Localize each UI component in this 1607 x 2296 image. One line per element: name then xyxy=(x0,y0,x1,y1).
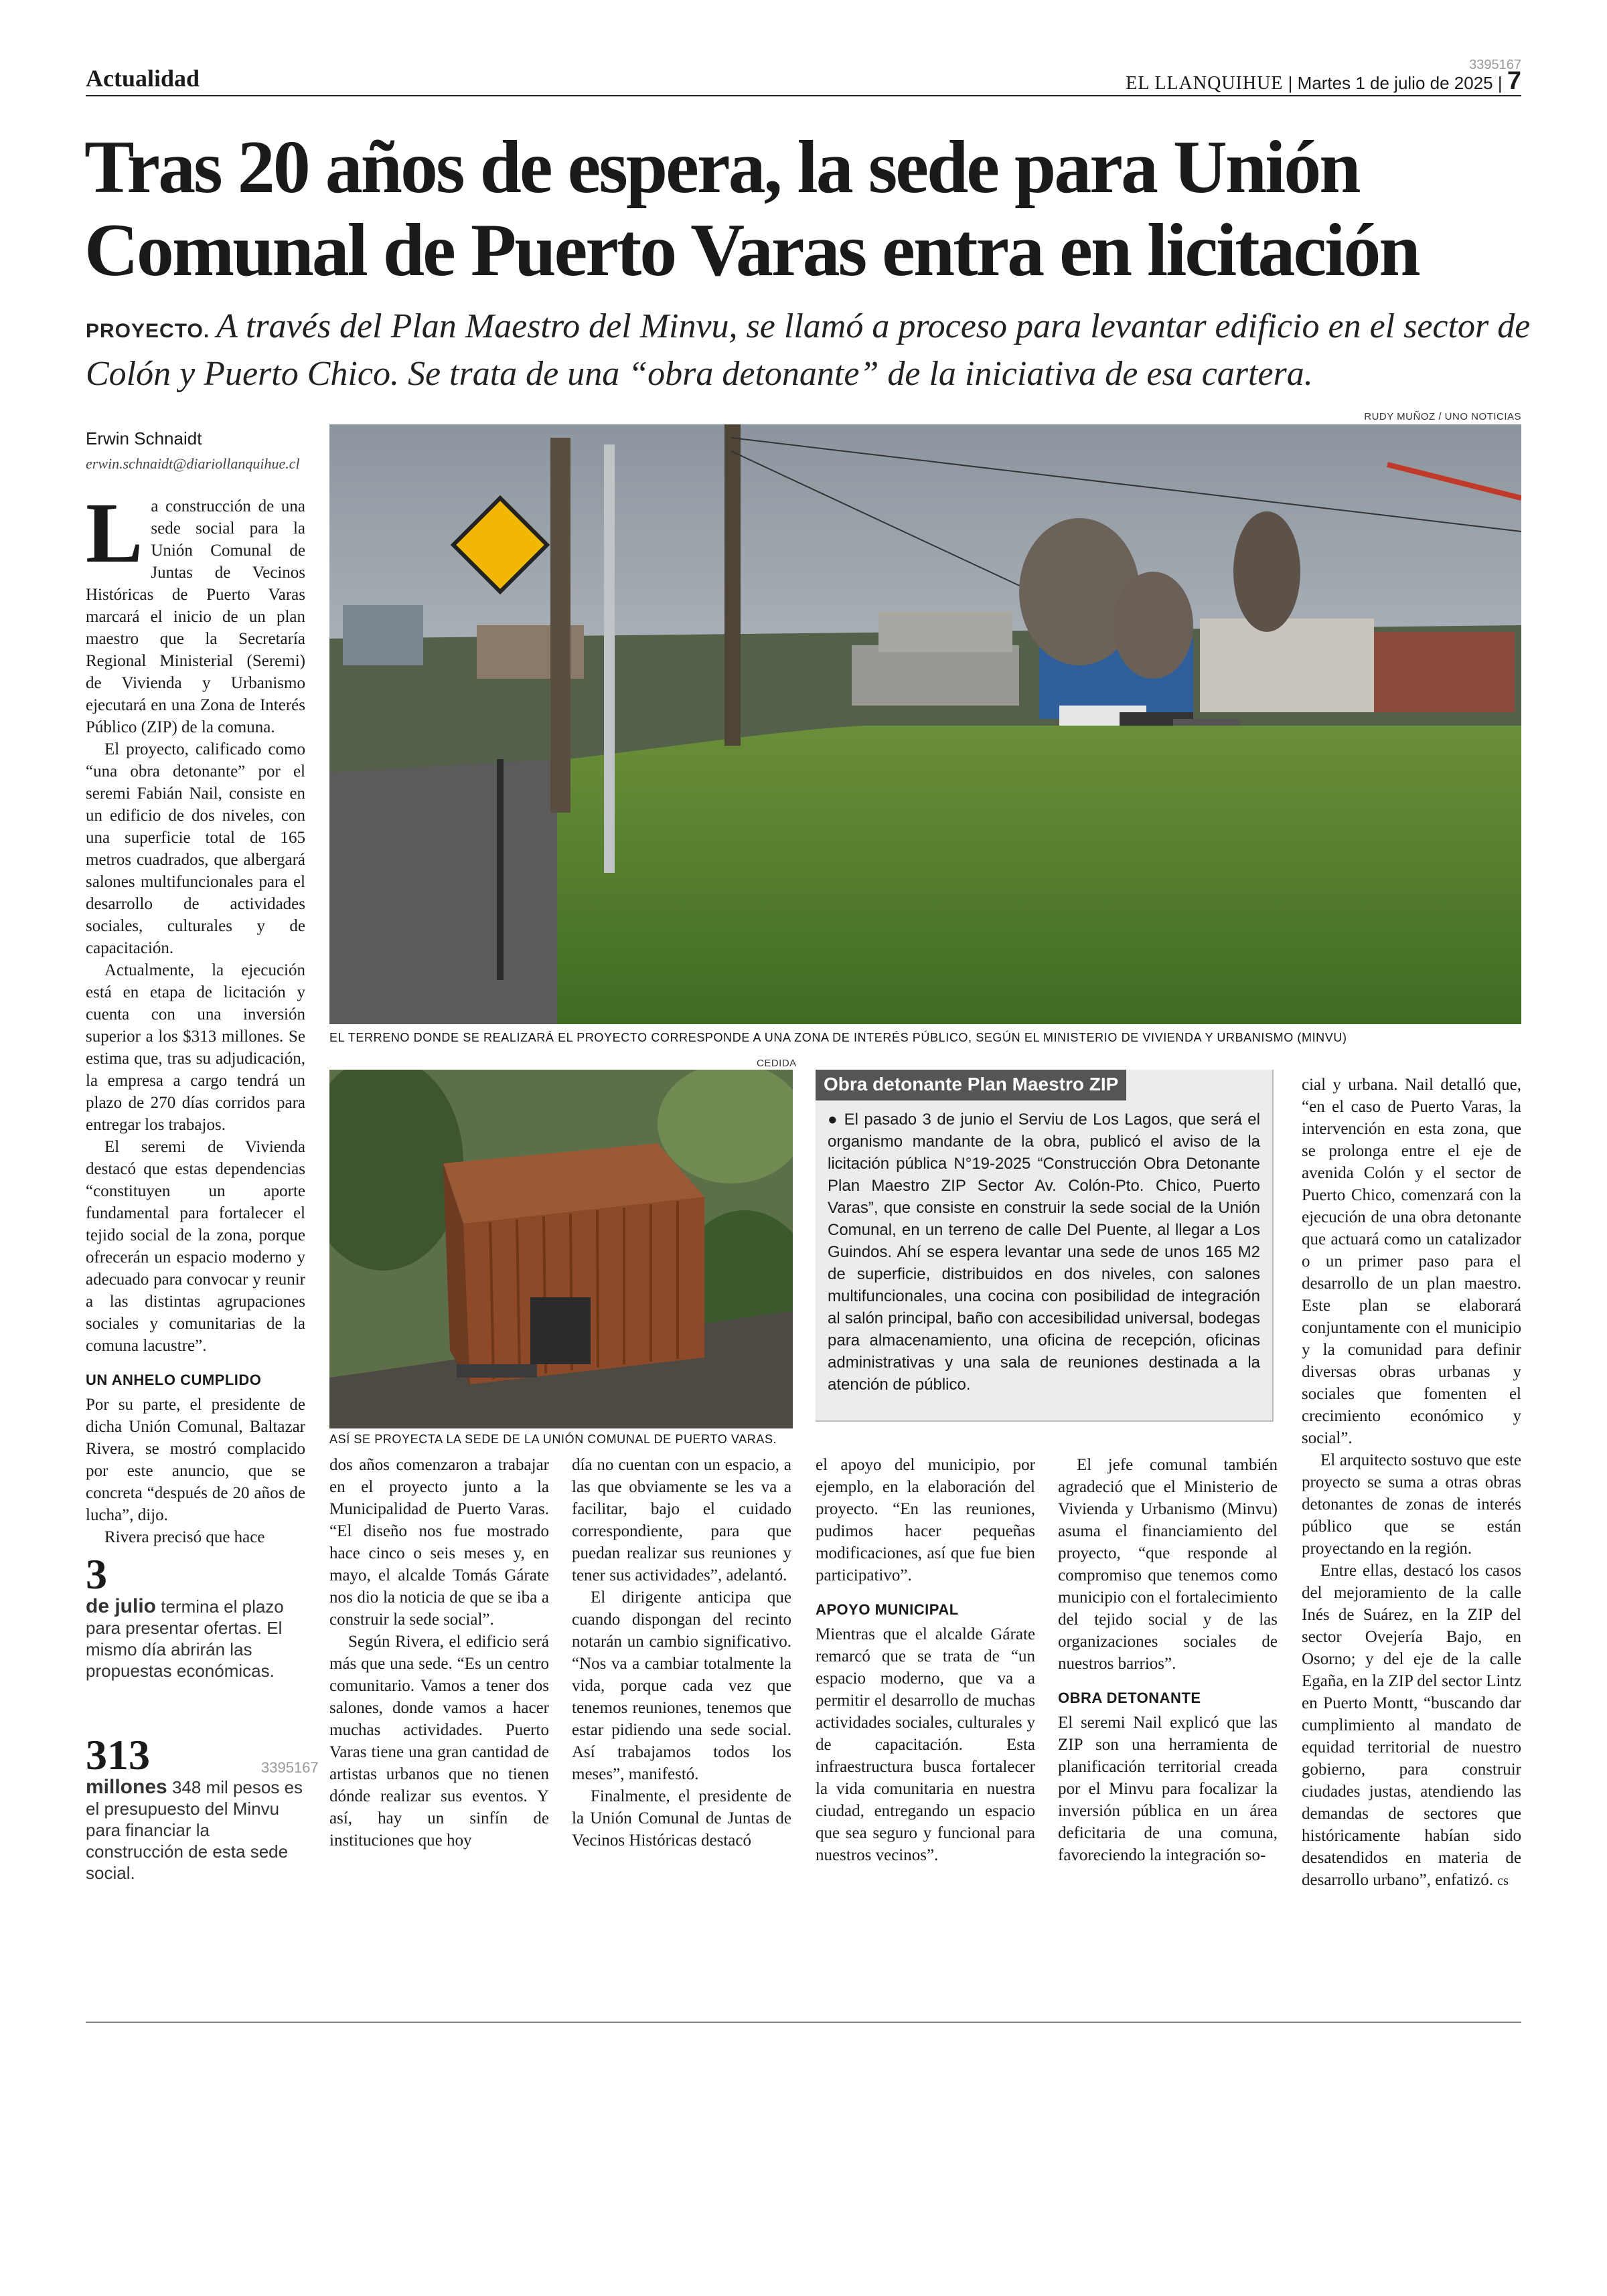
section-label: Actualidad xyxy=(86,65,200,92)
paragraph: cial y urbana. Nail detalló que, “en el caso de Puerto Varas, la intervención en esta zona, que se prolonga entre el eje de avenida Colón y el sector de Puerto Chico, comenzará con la ejecución de una obra detonante que actuará como un catalizador o un primer paso para el desarrollo de un plan maestro. Este plan se elaborará conjuntamente con el municipio y la comunidad para definir diversas obras urbanas y sociales que fomenten el crecimiento económico y social”. xyxy=(1302,1076,1521,1447)
sidebar-body: ● El pasado 3 de junio el Serviu de Los Lagos, que será el organismo mandante de la obra, publicó el aviso de la licitación pública N°19-2025 “Construcción Obra Detonante Plan Maestro ZIP Sector Av. Colón-Pto. Chico, Puerto Varas”, que consiste en construir la sede social de la Unión Comunal, en un terreno de calle Del Puente, al llegar a Los Guindos. Ahí se espera levantar una sede de unos 165 M2 de superficie, distribuidos en dos niveles, con salones multifuncionales, una cocina con posibilidad de integración al salón principal, baño con accesibilidad universal, bodegas para almacenamiento, una oficina de recepción, oficinas administrativas y una sala de reuniones destinada a la atención de público. xyxy=(828,1111,1260,1394)
photo-credit: RUDY MUÑOZ / UNO NOTICIAS xyxy=(1364,411,1521,422)
stat-unit: de julio xyxy=(86,1595,156,1617)
end-mark: cs xyxy=(1497,1874,1509,1888)
paragraph: El dirigente anticipa que cuando dispongan del recinto notarán un cambio significativo. “Nos va a cambiar totalmente la vida, porque cada vez que tenemos reuniones, tenemos que estar pidiendo una sede social. Así trabajamos todos los meses”, manifestó. xyxy=(572,1588,791,1783)
stat-unit: millones xyxy=(86,1776,167,1798)
headline: Tras 20 años de espera, la sede para Unión Comunal de Puerto Varas entra en licitación xyxy=(84,126,1419,292)
paragraph: Por su parte, el presidente de dicha Unión Comunal, Baltazar Rivera, se mostró complacido por este anuncio, que se concreta “después de 20 años de lucha”, dijo. xyxy=(86,1396,305,1524)
publication-name: EL LLANQUIHUE xyxy=(1126,73,1284,94)
masthead: EL LLANQUIHUE | Martes 1 de julio de 2025 | 7 xyxy=(1126,67,1521,95)
stat-number: 313 xyxy=(86,1731,150,1779)
main-photo-caption: EL TERRENO DONDE SE REALIZARÁ EL PROYECTO CORRESPONDE A UNA ZONA DE INTERÉS PÚBLICO, SEGÚN EL MINISTERIO DE VIVIENDA Y URBANISMO (MINVU) xyxy=(329,1031,1347,1044)
building-render-photo xyxy=(329,1070,793,1428)
dek xyxy=(86,305,1532,396)
subhead: OBRA DETONANTE xyxy=(1058,1690,1201,1706)
paragraph: día no cuentan con un espacio, a las que obviamente se les va a facilitar, bajo el cuidado correspondiente, para que puedan realizar sus reuniones y tener sus actividades”, adelantó. xyxy=(572,1456,791,1584)
paragraph: Finalmente, el presidente de la Unión Comunal de Juntas de Vecinos Históricas destacó xyxy=(572,1787,791,1850)
dek-text: A través del Plan Maestro del Minvu, se llamó a proceso para levantar edificio en el sector de Colón y Puerto Chico. Se trata de una “obra detonante” de la iniciativa de esa cartera. xyxy=(86,307,1531,393)
author-email: erwin.schnaidt@diariollanquihue.cl xyxy=(86,455,300,472)
article-column-6 xyxy=(1302,1074,1521,1892)
subhead: UN ANHELO CUMPLIDO xyxy=(86,1372,262,1388)
drop-cap: L xyxy=(86,485,143,580)
document-id-watermark: 3395167 xyxy=(261,1759,319,1776)
render-credit: CEDIDA xyxy=(757,1058,797,1069)
bullet-icon: ● xyxy=(828,1111,844,1129)
paragraph: Entre ellas, destacó los casos del mejoramiento de la calle Inés de Suárez, en la ZIP del sector Ovejería Bajo, en Osorno; y del eje de la calle Egaña, en la ZIP del sector Lintz en Puerto Montt, “buscando dar cumplimiento al mandato de equidad territorial de nuestro gobierno, para construir ciudades justas, atendiendo las demandas de sectores que históricamente habían sido desatendidos en materia de desarrollo urbano”, enfatizó. cs xyxy=(1302,1562,1521,1889)
article-column-5 xyxy=(1058,1454,1278,1866)
article-column-1 xyxy=(86,485,305,1548)
article-column-2 xyxy=(329,1454,549,1852)
stat-deadline xyxy=(86,1550,305,1682)
header-rule xyxy=(86,95,1521,96)
paragraph: El seremi de Vivienda destacó que estas dependencias “constituyen un aporte fundamental para fortalecer el tejido social de la zona, porque ofrecerán un espacio moderno y adecuado para convocar y reunir a las distintas agrupaciones sociales y comunitarias de la comuna lacustre”. xyxy=(86,1138,305,1355)
stat-number: 3 xyxy=(86,1550,107,1598)
author-name: Erwin Schnaidt xyxy=(86,428,202,448)
page-number: 7 xyxy=(1507,67,1521,95)
paragraph: Rivera precisó que hace xyxy=(104,1528,265,1546)
paragraph: Actualmente, la ejecución está en etapa de licitación y cuenta con una inversión superior a los $313 millones. Se estima que, tras su adjudicación, la empresa a cargo tendrá un plazo de 270 días corridos para entregar los trabajos. xyxy=(86,961,305,1134)
paragraph: La construcción de una sede social para la Unión Comunal de Juntas de Vecinos Históricas de Puerto Varas marcará el inicio de un plan maestro que la Secretaría Regional Ministerial (Seremi) de Vivienda y Urbanismo ejecutará en una Zona de Interés Público (ZIP) de la comuna. xyxy=(86,485,305,736)
paragraph: El proyecto, calificado como “una obra detonante” por el seremi Fabián Nail, consiste en un edificio de dos niveles, con una superficie total de 165 metros cuadrados, que albergará salones multifuncionales para el desarrollo de actividades sociales, culturales y de capacitación. xyxy=(86,740,305,957)
issue-date: Martes 1 de julio de 2025 xyxy=(1297,73,1493,93)
paragraph: El jefe comunal también agradeció que el Ministerio de Vivienda y Urbanismo (Minvu) asuma el financiamiento del proyecto, “que responde al compromiso que tenemos como municipio con el fortalecimiento del tejido social y de las organizaciones sociales de nuestros barrios”. xyxy=(1058,1456,1278,1673)
article-column-4 xyxy=(816,1454,1035,1866)
paragraph: El seremi Nail explicó que las ZIP son una herramienta de planificación territorial creada por el Minvu para focalizar la inversión pública en un área deficitaria de una comuna, favoreciendo la integración so- xyxy=(1058,1714,1278,1864)
paragraph: Mientras que el alcalde Gárate remarcó que se trata de “un espacio moderno, que va a permitir el desarrollo de muchas actividades sociales, culturales y de capacitación. Esta infraestructura busca fortalecer la vida comunitaria en nuestra ciudad, entregando un espacio que sea seguro y funcional para nuestros vecinos”. xyxy=(816,1625,1035,1864)
paragraph: Según Rivera, el edificio será más que una sede. “Es un centro comunitario. Vamos a tener dos salones, donde vamos a hacer muchas actividades. Puerto Varas tiene una gran cantidad de artistas urbanos que no tienen dónde realizar sus eventos. Y así, hay un sinfín de instituciones que hoy xyxy=(329,1633,549,1850)
sidebar-title: Obra detonante Plan Maestro ZIP xyxy=(816,1070,1126,1100)
footer-rule xyxy=(86,2022,1521,2023)
paragraph: dos años comenzaron a trabajar en el proyecto junto a la Municipalidad de Puerto Varas. “El diseño nos fue mostrado hace cinco o seis meses y, en mayo, el alcalde Tomás Gárate nos dio la noticia de que se iba a construir la sede social”. xyxy=(329,1456,549,1629)
article-column-3 xyxy=(572,1454,791,1852)
paragraph: el apoyo del municipio, por ejemplo, en la elaboración del proyecto. “En las reuniones, pudimos hacer pequeñas modificaciones, así que fue bien participativo”. xyxy=(816,1456,1035,1584)
subhead: APOYO MUNICIPAL xyxy=(816,1601,959,1618)
render-caption: ASÍ SE PROYECTA LA SEDE DE LA UNIÓN COMUNAL DE PUERTO VARAS. xyxy=(329,1432,777,1446)
sidebar-box xyxy=(816,1070,1274,1422)
stat-budget xyxy=(86,1731,305,1884)
photo-illustration xyxy=(329,424,1521,1024)
render-illustration xyxy=(329,1070,793,1428)
stat-text: 348 mil pesos es el presupuesto del Minvu para financiar la construcción de esta sede social. xyxy=(86,1777,303,1883)
stat-text: termina el plazo para presentar ofertas. El mismo día abrirán las propuestas económicas. xyxy=(86,1596,284,1681)
paragraph: El arquitecto sostuvo que este proyecto se suma a otras obras detonantes de zonas de interés público que se están proyectando en la región. xyxy=(1302,1451,1521,1558)
kicker: PROYECTO. xyxy=(86,320,210,342)
document-id: 3395167 xyxy=(1469,58,1521,72)
street-lot-photo xyxy=(329,424,1521,1024)
